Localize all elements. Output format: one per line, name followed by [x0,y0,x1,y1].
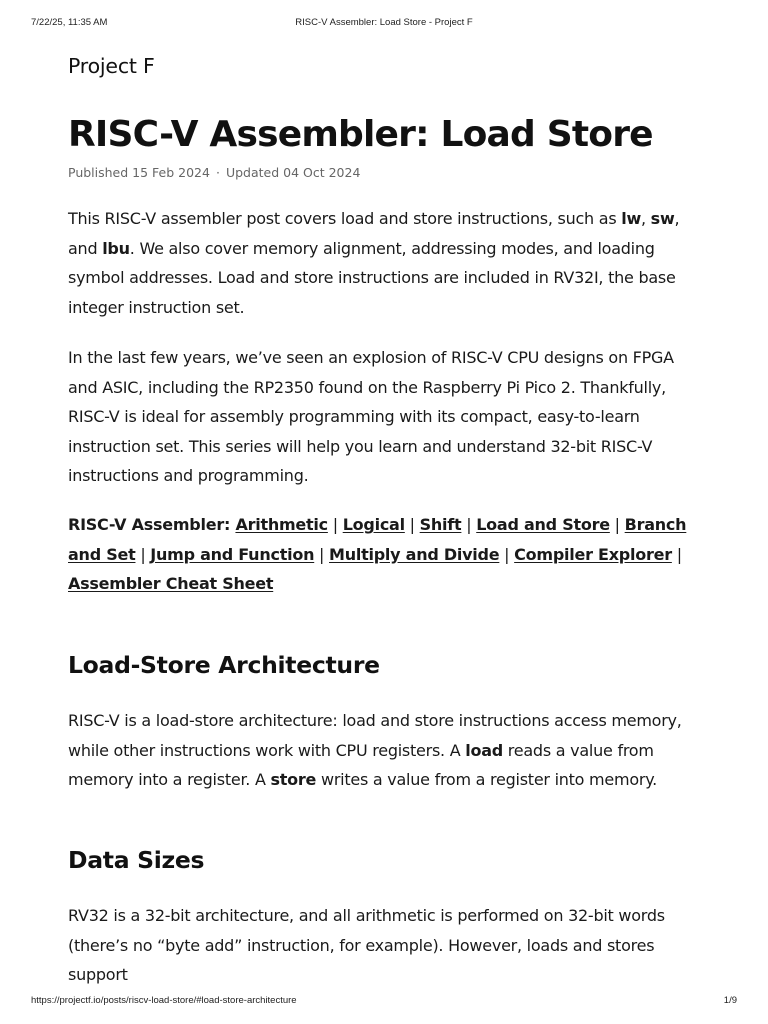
updated-date: Updated 04 Oct 2024 [225,165,361,180]
published-date: Published 15 Feb 2024 [68,165,210,180]
intro-paragraph-1 [68,204,708,322]
intro-text: , and [68,209,680,258]
series-label: RISC-V Assembler: [68,515,236,534]
intro-text: This RISC-V assembler post covers load and store instructions, such as [68,209,622,228]
print-header [0,17,768,31]
post-meta [68,165,360,180]
series-separator: | [404,515,420,534]
series-link-assembler-cheat-sheet[interactable]: Assembler Cheat Sheet [68,574,274,594]
page-number: 1/9 [723,995,737,1006]
section-heading-data-sizes: Data Sizes [68,846,205,874]
body-text: RISC-V is a load-store architecture: load and store instructions access memory, while other instructions work with CPU registers. A [68,711,682,760]
series-nav [68,510,708,599]
load-store-paragraph [68,706,708,795]
intro-text: , [641,209,651,228]
body-text: writes a value from a register into memory. [316,770,657,790]
series-link-load-and-store[interactable]: Load and Store [476,515,610,534]
series-separator: | [609,515,625,534]
series-link-arithmetic[interactable]: Arithmetic [235,515,328,534]
code-lw: lw [621,209,641,228]
series-link-multiply-and-divide[interactable]: Multiply and Divide [329,544,500,564]
series-link-jump-and-function[interactable]: Jump and Function [150,544,315,564]
body-text: reads a value from memory into a register. A [68,740,654,790]
print-date: 7/22/25, 11:35 AM [31,17,108,28]
code-sw: sw [650,209,675,228]
print-footer [0,995,768,1009]
series-link-compiler-explorer[interactable]: Compiler Explorer [514,544,672,564]
series-separator: | [671,544,682,564]
series-link-shift[interactable]: Shift [419,515,462,534]
term-store: store [270,770,317,790]
series-separator: | [327,515,343,534]
series-link-logical[interactable]: Logical [342,515,405,534]
print-url: https://projectf.io/posts/riscv-load-store/#load-store-architecture [31,995,297,1006]
series-link-branch-and-set[interactable]: Branch and Set [68,515,687,564]
intro-text: . We also cover memory alignment, addressing modes, and loading symbol addresses. Load and store instructions are included in RV32I, the base integer instruction set. [68,238,676,317]
meta-separator: · [215,165,220,180]
section-heading-load-store: Load-Store Architecture [68,651,380,679]
print-page-title: RISC-V Assembler: Load Store - Project F [295,17,473,28]
series-separator: | [499,544,515,564]
site-title-link[interactable]: Project F [68,54,155,78]
series-separator: | [461,515,477,534]
intro-paragraph-2: In the last few years, we’ve seen an explosion of RISC-V CPU designs on FPGA and ASIC, including the RP2350 found on the Raspberry Pi Pico 2. Thankfully, RISC-V is ideal for assembly programming with its compact, easy-to-learn instruction set. This series will help you learn and understand 32-bit RISC-V instructions and programming. [68,348,674,486]
code-lbu: lbu [102,238,130,258]
data-sizes-paragraph: RV32 is a 32-bit architecture, and all arithmetic is performed on 32-bit words (there’s no “byte add” instruction, for example). However, loads and stores support [68,906,665,985]
term-load: load [465,740,503,760]
series-separator: | [135,544,151,564]
series-separator: | [314,544,330,564]
page-title: RISC-V Assembler: Load Store [68,114,653,155]
